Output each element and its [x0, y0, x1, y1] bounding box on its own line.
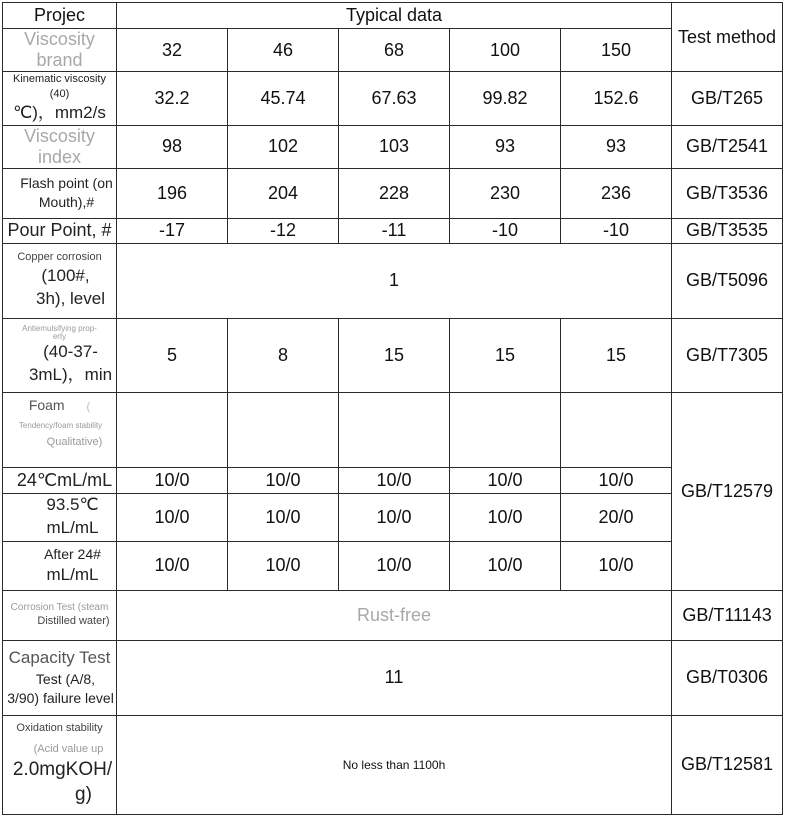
viscosity-index-value: 93 — [561, 125, 672, 168]
foam-value: 10/0 — [117, 467, 228, 493]
capacity-method: GB/T0306 — [672, 640, 783, 715]
oxidation-label — [3, 715, 117, 814]
foam-value: 10/0 — [228, 493, 339, 541]
antiemulsifying-label-line2: erty — [52, 332, 67, 342]
foam-header-row — [3, 392, 783, 467]
brand-value: 68 — [339, 29, 450, 72]
flash-point-row — [3, 168, 783, 218]
foam-row-93c — [3, 493, 783, 541]
foam-label-line2: Tendency/foam stability — [18, 420, 103, 430]
foam-row-24c — [3, 467, 783, 493]
foam-label-line3: Qualitative) — [46, 436, 103, 449]
foam-row-label-line1: After 24# — [44, 545, 101, 562]
kinematic-value: 99.82 — [450, 72, 561, 126]
brand-row — [3, 29, 783, 72]
antiemulsifying-label-line3: (40-37- — [43, 341, 98, 361]
capacity-label — [3, 640, 117, 715]
foam-row-label — [3, 541, 117, 590]
capacity-row — [3, 640, 783, 715]
viscosity-index-value: 98 — [117, 125, 228, 168]
foam-value: 10/0 — [450, 541, 561, 590]
viscosity-index-label: Viscosity index — [3, 125, 117, 168]
foam-row-label-line2: mL/mL — [46, 518, 99, 538]
antiemulsifying-value: 5 — [117, 318, 228, 392]
brand-value: 150 — [561, 29, 672, 72]
viscosity-index-value: 102 — [228, 125, 339, 168]
pour-point-value: -12 — [228, 218, 339, 243]
brand-label: Viscosity brand — [3, 29, 117, 72]
antiemulsifying-value: 8 — [228, 318, 339, 392]
header-row — [3, 3, 783, 29]
flash-point-label-line2: Mouth),# — [38, 194, 95, 211]
antiemulsifying-method: GB/T7305 — [672, 318, 783, 392]
kinematic-value: 45.74 — [228, 72, 339, 126]
oxidation-label-line1: Oxidation stability — [16, 722, 103, 735]
flash-point-label-line1: Flash point (on — [20, 175, 113, 192]
foam-empty-cell — [117, 392, 228, 467]
copper-label-line2: (100#, — [41, 266, 90, 286]
antiemulsifying-value: 15 — [450, 318, 561, 392]
foam-row-label-line2: mL/mL — [46, 564, 99, 584]
pour-point-row — [3, 218, 783, 243]
oxidation-label-line3: 2.0mgKOH/ — [12, 758, 113, 780]
oxidation-method: GB/T12581 — [672, 715, 783, 814]
brand-value: 46 — [228, 29, 339, 72]
foam-row-after — [3, 541, 783, 590]
foam-label-word: Foam — [28, 396, 65, 413]
kinematic-row — [3, 72, 783, 126]
flash-point-value: 204 — [228, 168, 339, 218]
header-item: Projec — [3, 3, 117, 29]
kinematic-value: 152.6 — [561, 72, 672, 126]
foam-value: 10/0 — [339, 541, 450, 590]
pour-point-method: GB/T3535 — [672, 218, 783, 243]
capacity-value: 11 — [117, 640, 672, 715]
copper-method: GB/T5096 — [672, 243, 783, 318]
corrosion-row — [3, 590, 783, 640]
antiemulsifying-value: 15 — [561, 318, 672, 392]
kinematic-value: 67.63 — [339, 72, 450, 126]
copper-row — [3, 243, 783, 318]
pour-point-value: -10 — [450, 218, 561, 243]
foam-label-line1 — [3, 396, 116, 415]
viscosity-index-method: GB/T2541 — [672, 125, 783, 168]
flash-point-value: 236 — [561, 168, 672, 218]
antiemulsifying-label-line4: 3mL)，min — [28, 364, 113, 384]
foam-row-label: 24℃mL/mL — [3, 467, 117, 493]
flash-point-value: 228 — [339, 168, 450, 218]
copper-label-line3: 3h), level — [36, 289, 105, 309]
corrosion-label-line1: Corrosion Test (steam — [10, 601, 109, 613]
capacity-label-line2: Test (A/8, — [35, 671, 96, 688]
kinematic-label-line2: ℃)，mm2/s — [13, 102, 106, 122]
flash-point-value: 230 — [450, 168, 561, 218]
corrosion-label — [3, 590, 117, 640]
copper-value: 1 — [117, 243, 672, 318]
viscosity-index-value: 103 — [339, 125, 450, 168]
oxidation-row — [3, 715, 783, 814]
antiemulsifying-label — [3, 318, 117, 392]
oxidation-label-line4: g) — [75, 784, 92, 806]
viscosity-index-value: 93 — [450, 125, 561, 168]
foam-empty-cell — [339, 392, 450, 467]
foam-value: 10/0 — [228, 541, 339, 590]
flash-point-method: GB/T3536 — [672, 168, 783, 218]
corrosion-label-line2: Distilled water) — [37, 615, 110, 628]
kinematic-method: GB/T265 — [672, 72, 783, 126]
foam-value: 10/0 — [339, 493, 450, 541]
foam-value: 20/0 — [561, 493, 672, 541]
antiemulsifying-row — [3, 318, 783, 392]
foam-value: 10/0 — [228, 467, 339, 493]
foam-row-label-line1: 93.5℃ — [46, 495, 99, 515]
pour-point-value: -10 — [561, 218, 672, 243]
pour-point-value: -11 — [339, 218, 450, 243]
foam-value: 10/0 — [450, 467, 561, 493]
foam-method: GB/T12579 — [672, 392, 783, 590]
kinematic-label-line1: Kinematic viscosity (40) — [13, 73, 106, 100]
capacity-label-line3: 3/90) failure level — [7, 690, 114, 707]
oxidation-label-line2: (Acid value up — [33, 742, 104, 755]
foam-value: 10/0 — [561, 541, 672, 590]
capacity-label-line1: Capacity Test — [8, 648, 111, 668]
brand-value: 32 — [117, 29, 228, 72]
flash-point-label — [3, 168, 117, 218]
oxidation-value: No less than 1100h — [117, 715, 672, 814]
foam-value: 10/0 — [561, 467, 672, 493]
foam-label — [3, 392, 117, 467]
lubricant-spec-table — [2, 2, 783, 815]
header-test-method: Test method — [672, 3, 783, 72]
foam-empty-cell — [561, 392, 672, 467]
pour-point-label: Pour Point, # — [3, 218, 117, 243]
brand-value: 100 — [450, 29, 561, 72]
antiemulsifying-value: 15 — [339, 318, 450, 392]
foam-label-mark: ( — [86, 400, 91, 413]
viscosity-index-row — [3, 125, 783, 168]
kinematic-value: 32.2 — [117, 72, 228, 126]
foam-value: 10/0 — [117, 541, 228, 590]
header-typical-data: Typical data — [117, 3, 672, 29]
foam-empty-cell — [228, 392, 339, 467]
foam-row-label — [3, 493, 117, 541]
pour-point-value: -17 — [117, 218, 228, 243]
foam-value: 10/0 — [117, 493, 228, 541]
antiemulsifying-label-line1: Antiemulsifying prop- — [22, 323, 97, 333]
foam-value: 10/0 — [339, 467, 450, 493]
copper-label-line1: Copper corrosion — [17, 251, 102, 264]
flash-point-value: 196 — [117, 168, 228, 218]
foam-empty-cell — [450, 392, 561, 467]
corrosion-method: GB/T11143 — [672, 590, 783, 640]
corrosion-value: Rust-free — [117, 590, 672, 640]
foam-value: 10/0 — [450, 493, 561, 541]
kinematic-label — [3, 72, 117, 126]
copper-label — [3, 243, 117, 318]
